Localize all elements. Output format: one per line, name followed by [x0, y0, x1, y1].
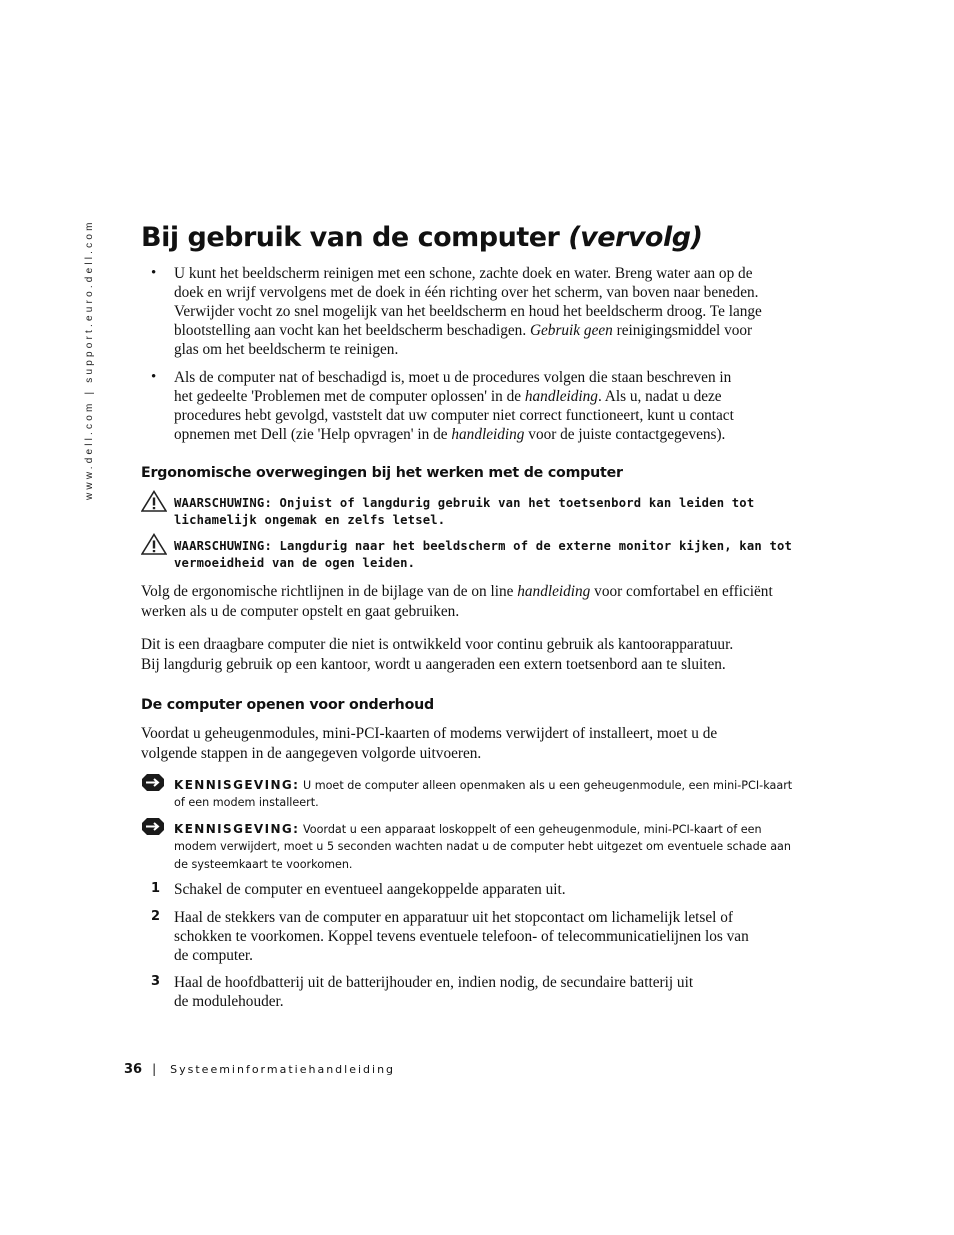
warning-text: WAARSCHUWING: Langdurig naar het beeldscherm of de externe monitor kijken, kan tot vermoeidheid van de ogen leiden. — [174, 539, 793, 570]
warning-triangle-icon — [141, 490, 167, 512]
open-computer-intro: Voordat u geheugenmodules, mini-PCI-kaarten of modems verwijdert of installeert, moet u de volgende stappen in de aangegeven volgorde uitvoeren. — [141, 725, 718, 762]
bullet-marker: • — [151, 265, 157, 281]
portable-paragraph: Dit is een draagbare computer die niet is ontwikkeld voor continu gebruik als kantoorapparatuur. Bij langdurig gebruik op een kantoor, wordt u aangeraden een extern toetsenbord aan te sluiten. — [141, 636, 734, 673]
page-footer — [124, 1062, 395, 1077]
step-number: 3 — [151, 974, 161, 989]
step-text: Haal de hoofdbatterij uit de batterijhouder en, indien nodig, de secundaire batterij uit de modulehouder. — [174, 974, 694, 1010]
footer-title: Systeeminformatiehandleiding — [170, 1063, 396, 1076]
bullet-text: Als de computer nat of beschadigd is, moet u de procedures volgen die staan beschreven in het gedeelte 'Problemen met de computer oplossen' in de handleiding. Als u, nadat u deze procedures hebt gevolgd, vaststelt dat uw computer niet correct functioneert, kunt u contact opnemen met Dell (zie 'Help opvragen' in de handleiding voor de juiste contactgegevens). — [174, 369, 734, 443]
notice-icon — [141, 773, 165, 792]
page-number: 36 — [124, 1062, 143, 1077]
section-heading-ergonomics: Ergonomische overwegingen bij het werken met de computer — [141, 465, 623, 481]
bullet-marker: • — [151, 369, 157, 385]
notice-text: KENNISGEVING: Voordat u een apparaat loskoppelt of een geheugenmodule, mini-PCI-kaart of een modem verwijdert, moet u 5 seconden wachten nadat u de computer hebt uitgezet om eventuele schade aan de systeemkaart te voorkomen. — [174, 822, 791, 871]
page-title — [141, 222, 702, 253]
notice-text: KENNISGEVING: U moet de computer alleen openmaken als u een geheugenmodule, een mini-PCI-kaart of een modem installeert. — [174, 778, 793, 810]
notice-icon — [141, 817, 165, 836]
footer-separator: | — [152, 1062, 157, 1076]
side-url: www.dell.com | support.euro.dell.com — [84, 219, 95, 500]
title-continued: (vervolg) — [568, 222, 703, 253]
step-number: 2 — [151, 909, 161, 924]
step-text: Schakel de computer en eventueel aangekoppelde apparaten uit. — [174, 881, 566, 898]
ergonomics-paragraph: Volg de ergonomische richtlijnen in de bijlage van de on line handleiding voor comfortabel en efficiënt werken als u de computer opstelt en gaat gebruiken. — [141, 583, 773, 620]
section-heading-open-computer: De computer openen voor onderhoud — [141, 697, 434, 713]
warning-triangle-icon — [141, 533, 167, 555]
warning-text: WAARSCHUWING: Onjuist of langdurig gebruik van het toetsenbord kan leiden tot lichamelijk ongemak en zelfs letsel. — [174, 496, 755, 527]
step-text: Haal de stekkers van de computer en apparatuur uit het stopcontact om lichamelijk letsel of schokken te voorkomen. Koppel tevens eventuele telefoon- of telecommunicatielijnen los van de computer. — [174, 909, 749, 964]
title-main: Bij gebruik van de computer — [141, 222, 560, 253]
step-number: 1 — [151, 881, 161, 896]
bullet-text: U kunt het beeldscherm reinigen met een schone, zachte doek en water. Breng water aan op de doek en wrijf vervolgens met de doek in één richting over het scherm, van boven naar beneden. Verwijder vocht zo snel mogelijk van het beeldscherm en houd het beeldscherm droog. Te lange blootstelling aan vocht kan het beeldscherm beschadigen. Gebruik geen reinigingsmiddel voor glas om het beeldscherm te reinigen. — [174, 265, 762, 358]
